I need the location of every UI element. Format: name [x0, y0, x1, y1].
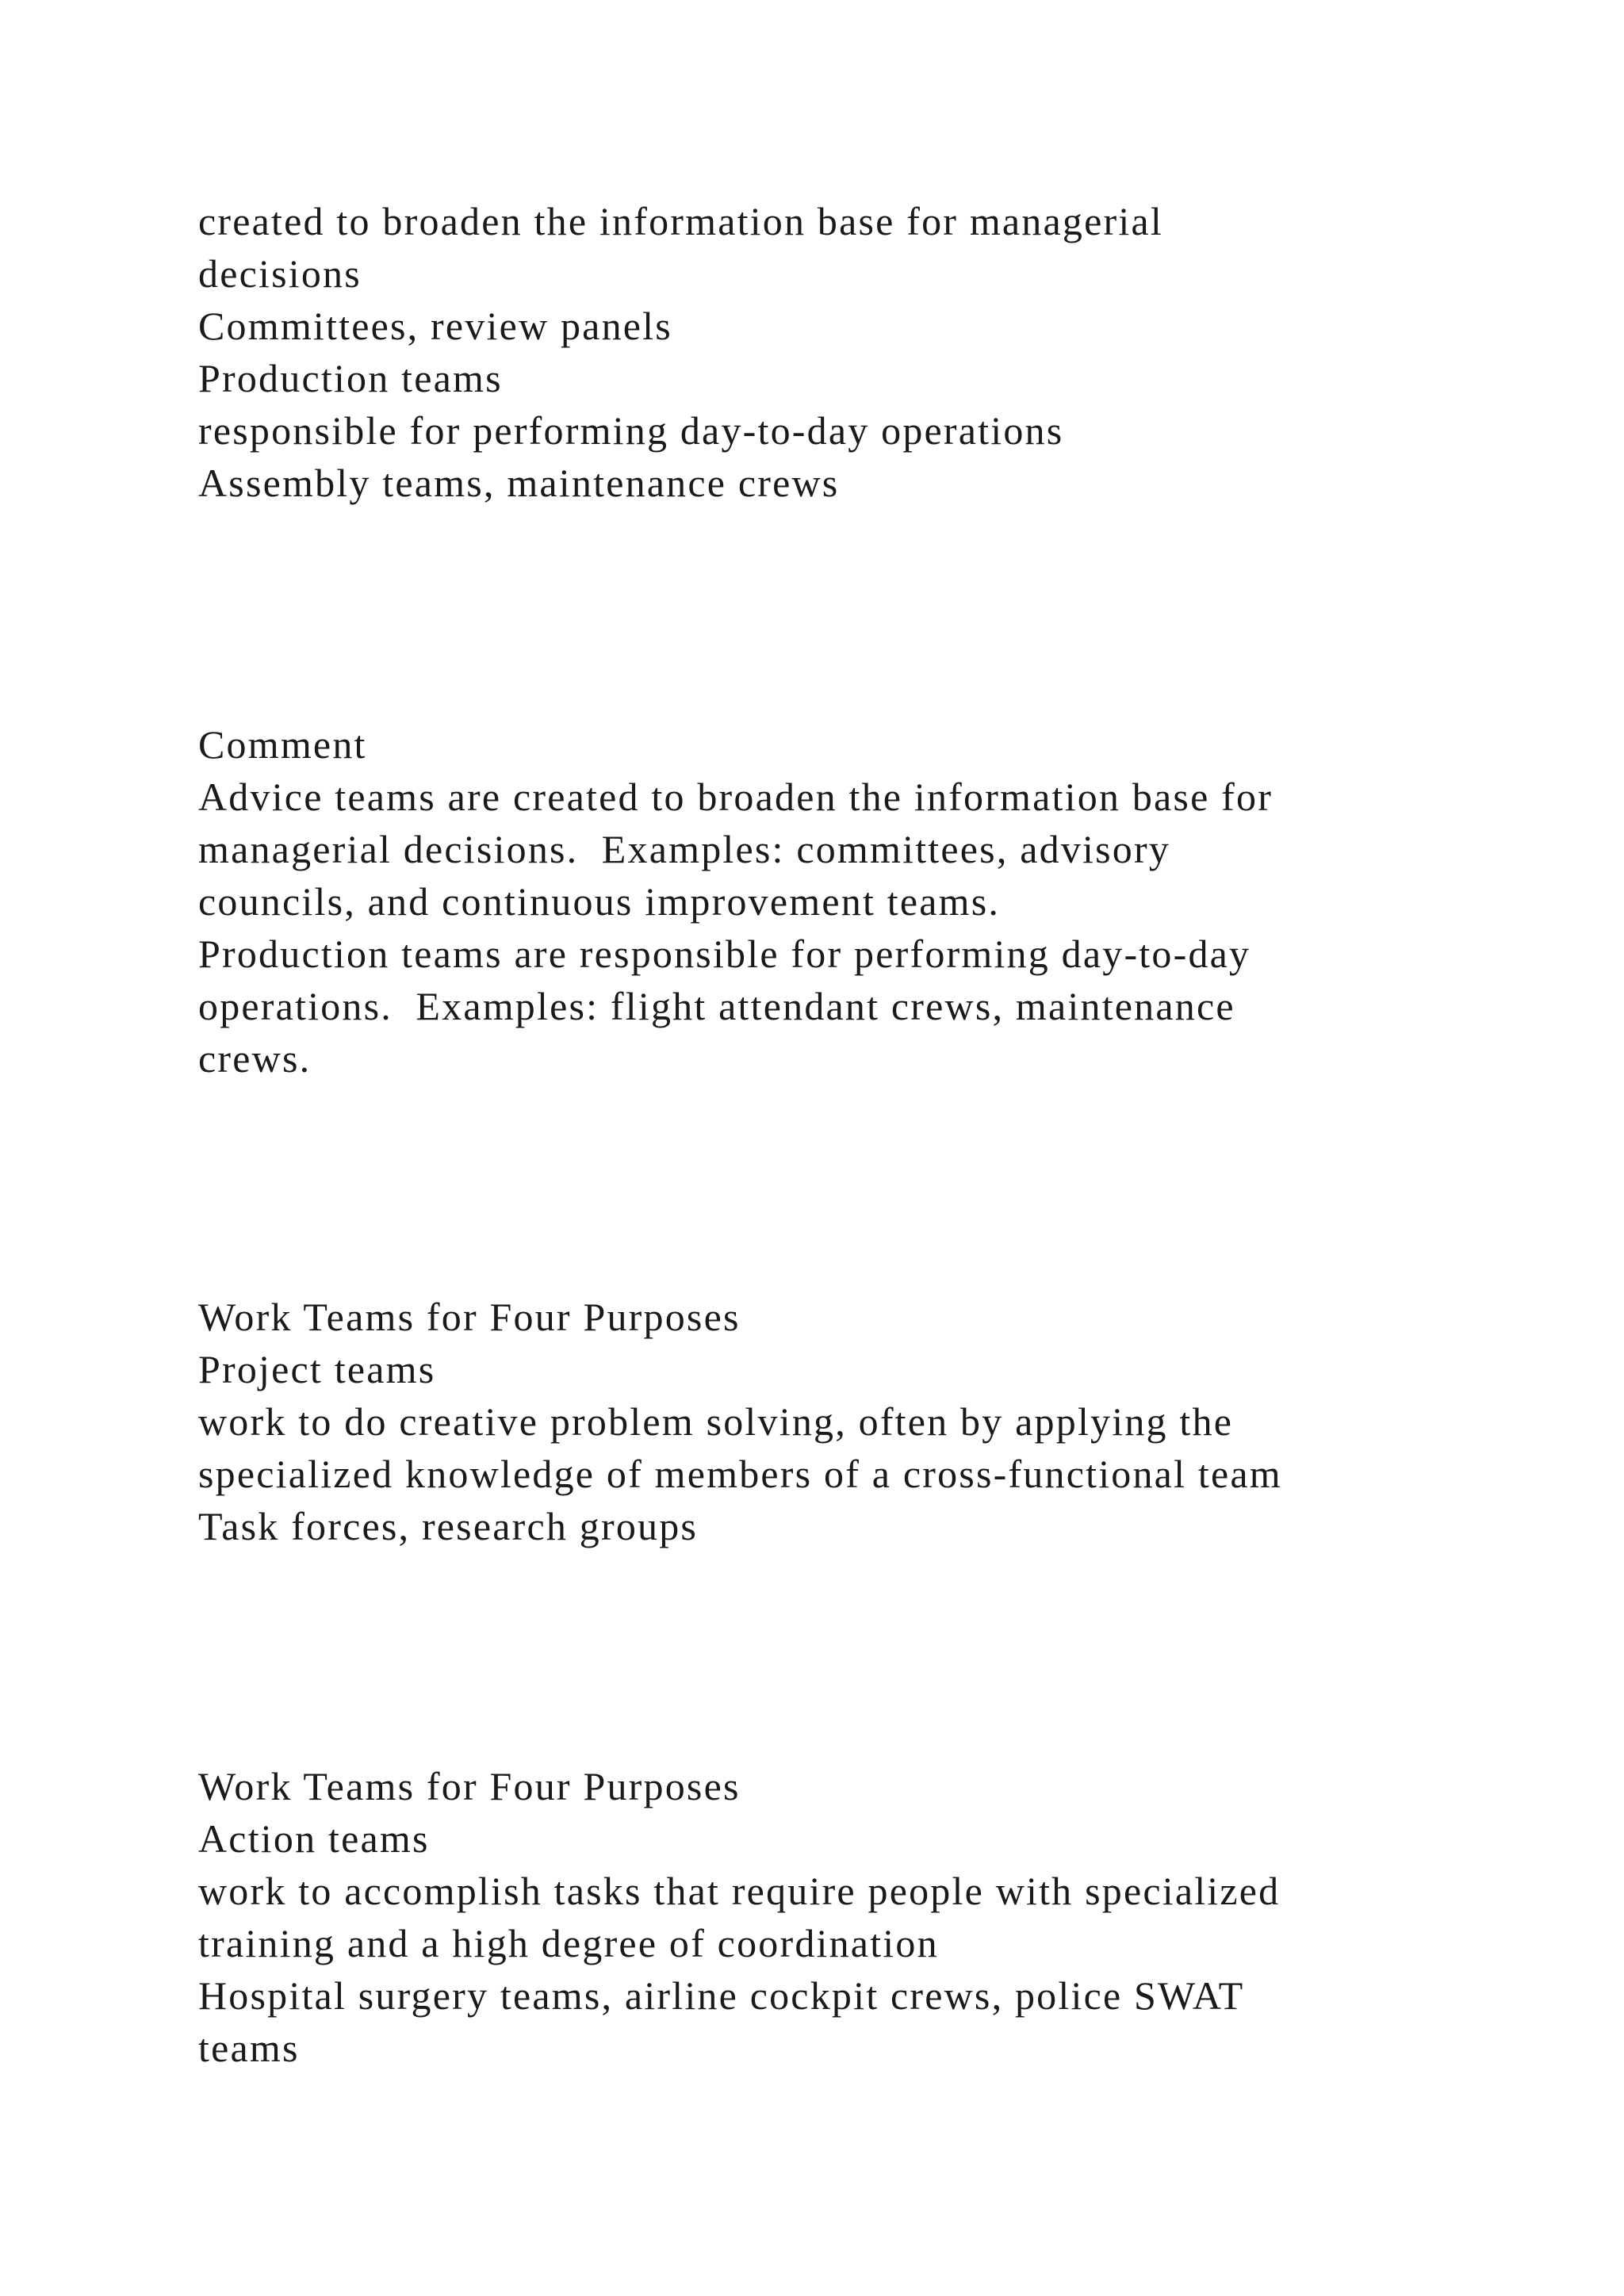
text-line: created to broaden the information base for managerial [198, 199, 1163, 243]
comment-heading: Comment [198, 722, 367, 767]
text-line: Committees, review panels [198, 304, 672, 348]
text-line: Project teams [198, 1347, 436, 1391]
text-block-advice-production [198, 195, 1435, 509]
text-line: operations. Examples: flight attendant crews, maintenance [198, 984, 1235, 1028]
text-line: responsible for performing day-to-day operations [198, 408, 1064, 453]
text-line: work to accomplish tasks that require people with specialized [198, 1869, 1281, 1913]
text-line: Production teams [198, 356, 503, 400]
comment-block [198, 718, 1435, 1085]
text-line: decisions [198, 251, 362, 296]
action-teams-block [198, 1760, 1435, 2074]
section-heading: Work Teams for Four Purposes [198, 1764, 741, 1808]
text-line: training and a high degree of coordination [198, 1921, 939, 1965]
text-line: Hospital surgery teams, airline cockpit crews, police SWAT [198, 1973, 1245, 2018]
text-line: Assembly teams, maintenance crews [198, 461, 840, 505]
text-line: councils, and continuous improvement teams. [198, 879, 1001, 924]
text-line: work to do creative problem solving, often by applying the [198, 1399, 1234, 1444]
text-line: Action teams [198, 1816, 430, 1861]
project-teams-block [198, 1291, 1435, 1552]
text-line: specialized knowledge of members of a cross-functional team [198, 1452, 1282, 1496]
text-line: Advice teams are created to broaden the information base for [198, 775, 1274, 819]
text-line: crews. [198, 1036, 312, 1081]
section-heading: Work Teams for Four Purposes [198, 1295, 741, 1339]
text-line: Task forces, research groups [198, 1504, 699, 1548]
text-line: managerial decisions. Examples: committees, advisory [198, 827, 1171, 871]
text-line: teams [198, 2026, 300, 2070]
text-line: Production teams are responsible for performing day-to-day [198, 932, 1251, 976]
